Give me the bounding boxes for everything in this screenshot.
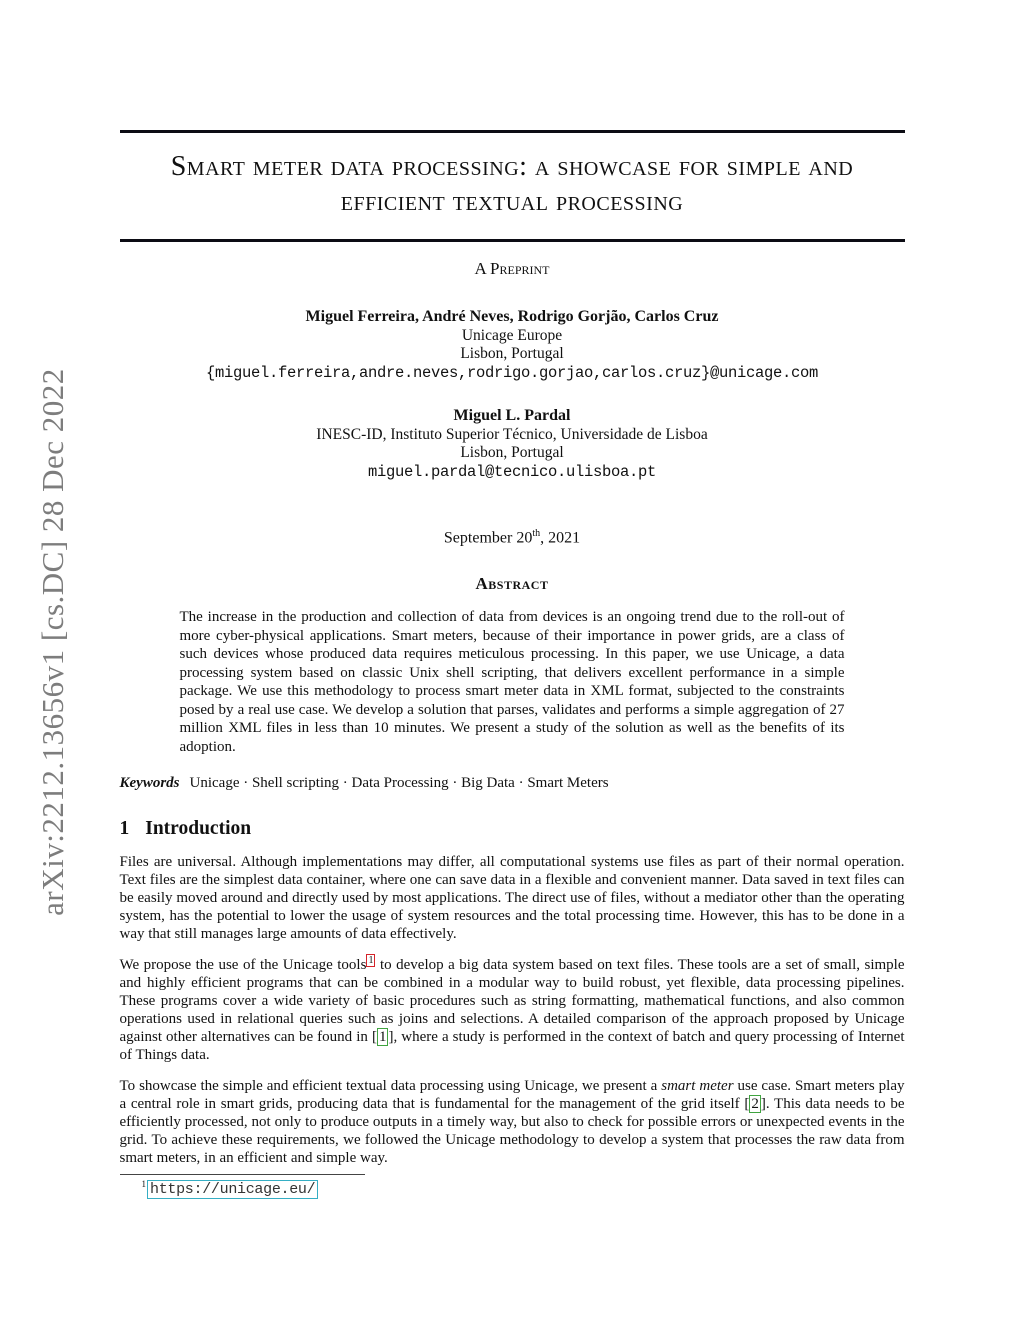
keywords-list: Unicage · Shell scripting · Data Processing · Big Data · Smart Meters (189, 775, 609, 792)
author-city: Lisbon, Portugal (460, 345, 564, 362)
date-ordinal-suffix: th (532, 528, 541, 539)
paper-content (120, 0, 905, 1198)
author-email: {miguel.ferreira,andre.neves,rodrigo.gorjao,carlos.cruz}@unicage.com (205, 363, 819, 382)
intro-paragraph-2: We propose the use of the Unicage tools $^1$ to develop a big data system based on text files. These tools are a set of small, simple and highly efficient programs that can be combined in a modular way to build robust, yet flexible, data processing pipelines. These programs cover a wide variety of basic procedures such as string formatting, mathematical functions, and also common operations used in relational queries such as joins and selections. A detailed comparison of the approach proposed by Unicage against other alternatives can be found in [ 1 ], where a study is performed in the context of batch and query processing of Internet of Things data. (119, 955, 905, 1064)
citation-link-1[interactable]: 1 (378, 1029, 387, 1046)
footnote-area (120, 1174, 905, 1197)
section-heading-introduction (120, 818, 905, 840)
section-title: Introduction (145, 818, 252, 840)
author-names: Miguel L. Pardal (453, 407, 571, 424)
footnote-url-link[interactable]: https://unicage.eu/ (147, 1180, 318, 1199)
intro-paragraph-1: Files are universal. Although implementations may differ, all computational systems use files as part of their normal operation. Text files are the simplest data container, where one can save data in a flexible and convenient manner. Data saved in text files can be easily moved around and directly used by most applications. The direct use of files, without a mediator other than the operating system, has the potential to lower the usage of system resources and the total processing time. However, this has to be done in a way that still manages large amounts of data effectively. (119, 854, 905, 943)
footnote-rule (120, 1174, 365, 1175)
arxiv-sidebar-watermark: arXiv:2212.13656v1 [cs.DC] 28 Dec 2022 (35, 368, 70, 916)
intro-paragraph-3: To showcase the simple and efficient textual data processing using Unicage, we present a smart meter use case. Smart meters play a central role in smart grids, producing data that is fundamental for the management of the grid itself [ 2 ]. This data needs to be efficiently processed, not only to produce outputs in a timely way, but also to check for possible errors or unexpected events in the grid. To achieve these requirements, we followed the Unicage methodology to develop a system that processes the raw data from smart meters, in an efficient and simple way. (119, 1078, 905, 1167)
author-block-pardal (120, 407, 905, 481)
author-email: miguel.pardal@tecnico.ulisboa.pt (367, 462, 657, 481)
abstract-heading: Abstract (475, 574, 549, 594)
abstract-text: The increase in the production and collection of data from devices is an ongoing trend due to the roll-out of more cyber-physical applications. Smart meters, because of their importance in power grids, are a class of such devices whose produced data requires meticulous processing. In this paper, we use Unicage, a data processing system based on classic Unix shell scripting, that delivers excellent performance in a simple package. We use this methodology to process smart meter data in XML format, subjected to the constraints posed by a real use case. We develop a solution that parses, validates and performs a simple aggregation of 27 million XML files in less than 10 minutes. We present a study of the solution as well as the benefits of its adoption. (179, 609, 845, 755)
keywords-label: Keywords (119, 775, 180, 792)
keywords-line (120, 775, 905, 792)
author-affiliation: Unicage Europe (461, 326, 563, 344)
preprint-label: A Preprint (474, 259, 550, 278)
author-block-unicage (120, 308, 905, 382)
author-city: Lisbon, Portugal (460, 444, 564, 461)
section-number: 1 (119, 818, 130, 840)
emphasis-smart-meter: smart meter (661, 1078, 734, 1095)
footnote-marker-link[interactable]: 1 (368, 955, 374, 967)
footnote-number: 1 (141, 1179, 146, 1190)
paper-title: Smart meter data processing: a showcase for simple and efficient textual processing (170, 151, 854, 217)
citation-link-2[interactable]: 2 (751, 1096, 759, 1113)
author-names: Miguel Ferreira, André Neves, Rodrigo Gorjão, Carlos Cruz (305, 308, 719, 325)
title-rule-bottom (120, 239, 905, 242)
publication-date: September 20th, 2021 (443, 528, 581, 547)
author-affiliation: INESC-ID, Instituto Superior Técnico, Universidade de Lisboa (316, 425, 708, 443)
footnote-1 (120, 1179, 905, 1197)
